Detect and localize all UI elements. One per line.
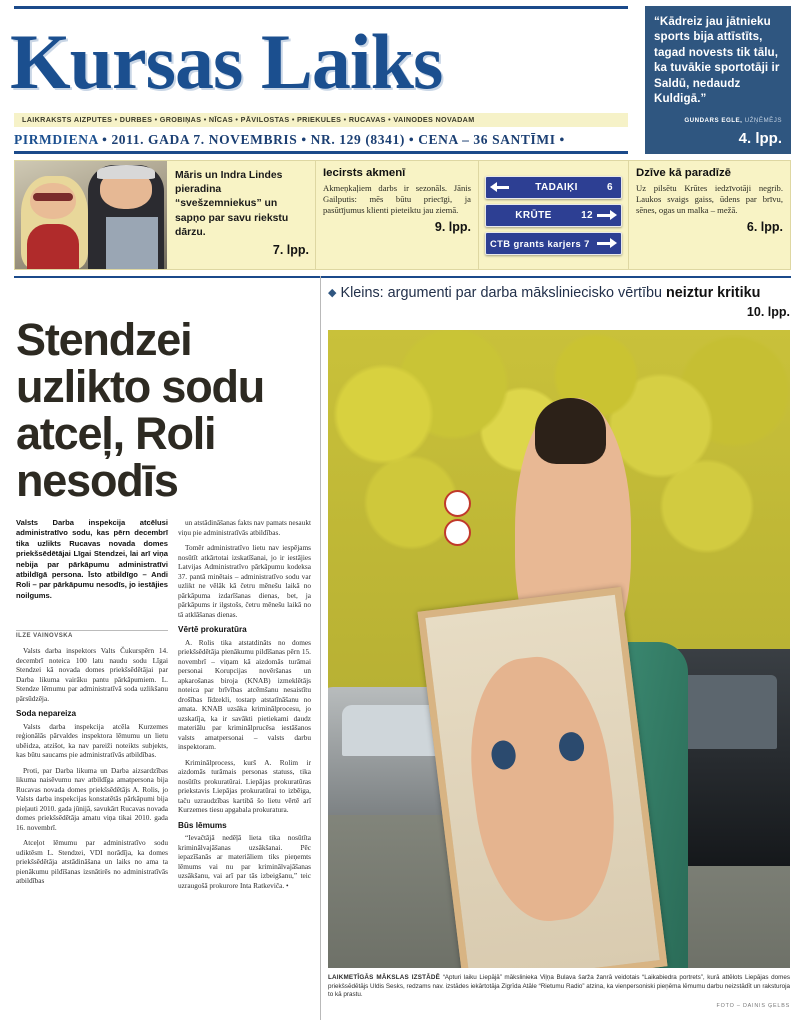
teaser-lindes-lead: Māris un Indra Lindes pieradina “svešzemniekus” un sapņo par savu riekstu dārzu. — [175, 170, 289, 238]
caption-body: “Apturi laiku Liepājā” mākslinieka Viļņa Bulava šarža žanrā veidotais “Laikabiedra portrets”, kurā attēlots Liepājas domes priekšsēdētājs Uldis Sesks, redzams nav. izstādes iekārtotāja Zigrīda Atāle “Rietumu Radio” atzina, ka vienpersoniski pieņēma lēmumu darbu neizstādīt un raksturoja to kā prastu. — [328, 974, 790, 999]
dateline-weekday: PIRMDIENA — [14, 132, 99, 147]
road-sign-ctb-karjers — [485, 232, 622, 255]
quote-page-ref[interactable]: 4. lpp. — [738, 130, 782, 147]
quote-author: GUNDARS EGLE, — [684, 117, 743, 124]
teaser-lindes-text — [167, 161, 315, 269]
col1-subhead: Soda nepareiza — [16, 709, 77, 718]
diamond-bullet-icon: ◆ — [328, 287, 337, 299]
col1b-para-3: Atceļot lēmumu par administratīvo sodu udiktēsm L. Stendzei, VDI norādīja, ka domes priekšsēdētāja atstādināšana un laiks no ama ta pienākumu pildīšanas izsnātirēs no administratīvās atbildības — [16, 838, 168, 885]
teaser-paradize-title: Dzīve kā paradīzē — [636, 167, 731, 179]
sign-name-tadaiki: TADAIĶI — [535, 181, 578, 193]
sign-name-krute: KRŪTE — [515, 209, 552, 221]
main-horizontal-rule — [14, 276, 791, 278]
arrow-left-icon — [490, 182, 510, 193]
col2-subhead-2: Būs lēmums — [178, 820, 227, 830]
article-byline: ILZE VAINOVSKA — [16, 630, 168, 639]
teaser-akmeni-page[interactable]: 9. lpp. — [434, 219, 471, 234]
col2-para-1: un atstādināšanas fakts nav pamats nesaukt viņu pie administratīvās atbildības. — [178, 518, 311, 537]
article-column-2 — [178, 518, 311, 1018]
caption-lead: LAIKMETĪGĀS MĀKSLAS IZSTĀDĒ — [328, 974, 441, 981]
col1b-para-2: Proti, par Darba likuma un Darba aizsardzības likuma naisēvumu nav atbildīga amatpersona bija Rucavas novada domes priekšsēdētājs A. Rolis, jo Valsts darba inspekcijas konstatētās pārkāpumi bija pieļauti 2010. gada jūnijā, savukārt Rucavas novada domes priekšsēdētāja amatu viņa tikai 2010. gada 16. novembrī. — [16, 765, 168, 832]
road-sign-krute — [485, 204, 622, 227]
newspaper-logo: Kursas Laiks — [10, 18, 443, 105]
teaser-akmeni-body: Akmeņkaļiem darbs ir sezonāls. Jānis Gailputis: mēs būtu priecīgi, ja pasūtījumus klienti pieteiktu jau ziemā. — [323, 183, 471, 216]
masthead — [0, 0, 640, 157]
quote-attribution — [654, 117, 782, 124]
teaser-strip — [14, 160, 791, 270]
col2c-para-1: “Ievačtājā nedēļā lieta tika nosūtīta kriminālvajāšanas uzsākšanai. Pēc iepazīšanās ar materiāliem tiks pieņemts lēmums vai nu par kriminālvajāšanas uzsākšanu, vai arī par tās izbeigšanu,” teic uzraugošā prokurore Inta Ratkeviča. • — [178, 833, 311, 890]
quote-text: “Kādreiz jau jātnieku sports bija attīstīts, tagad novests tik tālu, ka tuvākie sportotāji ir Saldū, nedaudz Kuldigā.” — [654, 15, 780, 106]
photo-credit: FOTO – DAINIS ĢELBS — [716, 1002, 790, 1009]
photo-painting-canvas — [425, 595, 659, 968]
teaser-lindes-page[interactable]: 7. lpp. — [272, 243, 309, 258]
teaser-paradize-body: Uz pilsētu Krūtes iedzīvotāji negrib. Laukos svaigs gaiss, ūdens par brīvu, sēnes, ogas un malka – mežā. — [636, 183, 783, 216]
teaser-photo-couple — [15, 161, 167, 269]
main-vertical-rule — [320, 276, 321, 1020]
teaser-road-signs — [478, 161, 628, 269]
col2-subhead: Vērtē prokuratūra — [178, 625, 247, 634]
sign-distance-tadaiki: 6 — [607, 181, 613, 193]
main-headline: Stendzei uzlikto sodu atceļ, Roli nesodīs — [16, 314, 265, 507]
masthead-top-rule — [14, 6, 628, 9]
quote-box — [645, 6, 791, 154]
sign-name-ctb: CTB grants karjers 7 — [490, 237, 590, 249]
teaser-iecirsts-akmeni[interactable] — [315, 161, 478, 269]
masthead-bottom-rule — [14, 151, 628, 154]
masthead-strapline — [14, 113, 628, 127]
kicker-bold: neiztur kritiku — [666, 285, 761, 301]
quote-author-role: UŹŅĒMĒJS — [744, 117, 782, 124]
col2b-para-1: A. Rolis tika atstatdināts no domes priekšsēdētāja pienākumu pildīšanas pērn 15. novembrī – viņam kā aizdomās turāmai personai Korupcijas novēršanas un apkarošanas biroja (KNAB) izmeklētājs noteica par brīvības atcēmšanu nesaistītu drošības līdzekli, tostarp atstatīnāšanu no amata. KNAB uzsāka kriminālprocesu, jo uzskatīja, ka ir savākti pietiekami daudz materiālu par kriminālprucēsa iestāšanos valsts amatpersonai – valsts darbu inspektoram. — [178, 637, 311, 751]
right-kicker[interactable] — [328, 284, 790, 319]
photo-caption — [328, 974, 790, 1010]
photo-speed-sign-icon — [444, 490, 467, 618]
strapline-text: LAIKRAKSTS AIZPUTES • DURBES • GROBIŅAS • NĪCAS • PĀVILOSTAS • PRIEKULES • RUCAVAS • VAINODES NOVADAM — [22, 115, 475, 124]
photo-hair — [535, 398, 606, 464]
kicker-page-ref[interactable]: 10. lpp. — [746, 305, 790, 319]
dateline — [14, 131, 628, 149]
teaser-lindes[interactable] — [15, 161, 315, 269]
article-column-1 — [16, 646, 168, 1018]
kicker-text: Kleins: argumenti par darba māksliniecisko vērtību — [340, 285, 667, 301]
road-sign-tadaiki — [485, 176, 622, 199]
arrow-right-icon-2 — [597, 238, 617, 249]
dateline-rest: • 2011. GADA 7. NOVEMBRIS • NR. 129 (8341) • CENA – 36 SANTĪMI • — [102, 132, 565, 147]
sign-distance-krute: 12 — [581, 209, 593, 221]
col2-para-2: Tomēr administratīvo lietu nav iespējams nosūtīt atkārtotai izskatīšanai, jo ir iestājies Latvijas Administratīvo pārkāpumu kodeksa 37. pantā minētais – administratīvo sodu var uzlikt ne vēlāk kā četru mēnešu laikā no pārkāpuma izdarīšanas dienas, bet, ja pārkāpums ir ilgstošs, četru mēnešu laikā no tā atklāšanas dienas. — [178, 543, 311, 619]
col1b-para-1: Valsts darba inspekcija atcēla Kurzemes reģionālās pārvaldes inspektora lēmumu un lietu ubēidza, atzišot, ka nav pareiži noteikts subjekts, kas būtu saucams pie administratīvās atbildības. — [16, 721, 168, 759]
article-lead-paragraph: Valsts Darba inspekcija atcēlusi administratīvo sodu, kas pērn decembrī tika uzlikts Rucavas novada domes priekšsēdētājai Līgai Stendzei, lai arī viņa nebija par pārkāpumu administratīvi atbildīgā persona. Īsto atbildīgo – Andi Roli – par pārkāpumu nesodīs, jo iestājies noilgums. — [16, 518, 168, 600]
photo-caricature-face — [458, 649, 627, 929]
teaser-dzive-ka-paradize[interactable] — [628, 161, 790, 269]
col2b-para-2: Kriminālprocess, kurš A. Rolim ir aizdomās turāmais personas statuss, tika nosūtīts prokuratūrai. Liepājas prokuratūras priekstavis Liepājas prokuratūrai to izbēiga, taču uzraudzības kartibā šo lietu vērtē arī Kurzemes tiesu apgabala prokuratura. — [178, 757, 311, 814]
teaser-akmeni-title: Iecirsts akmenī — [323, 167, 406, 179]
col1-para-1: Valsts darba inspektors Valts Čukurspērn 14. decembrī noteica 100 latu naudu sodu Līgai Stendzei kā novada domes priekšsēdētājai par Darba likuma vairāku pantu pārkāpumiem. L. Stendze lēmumu par administratīvā soda uzlikšanu pārsūdzēja. — [16, 646, 168, 703]
teaser-paradize-page[interactable]: 6. lpp. — [746, 219, 783, 234]
main-photo — [328, 330, 790, 968]
arrow-right-icon — [597, 210, 617, 221]
photo-artist — [467, 375, 689, 968]
